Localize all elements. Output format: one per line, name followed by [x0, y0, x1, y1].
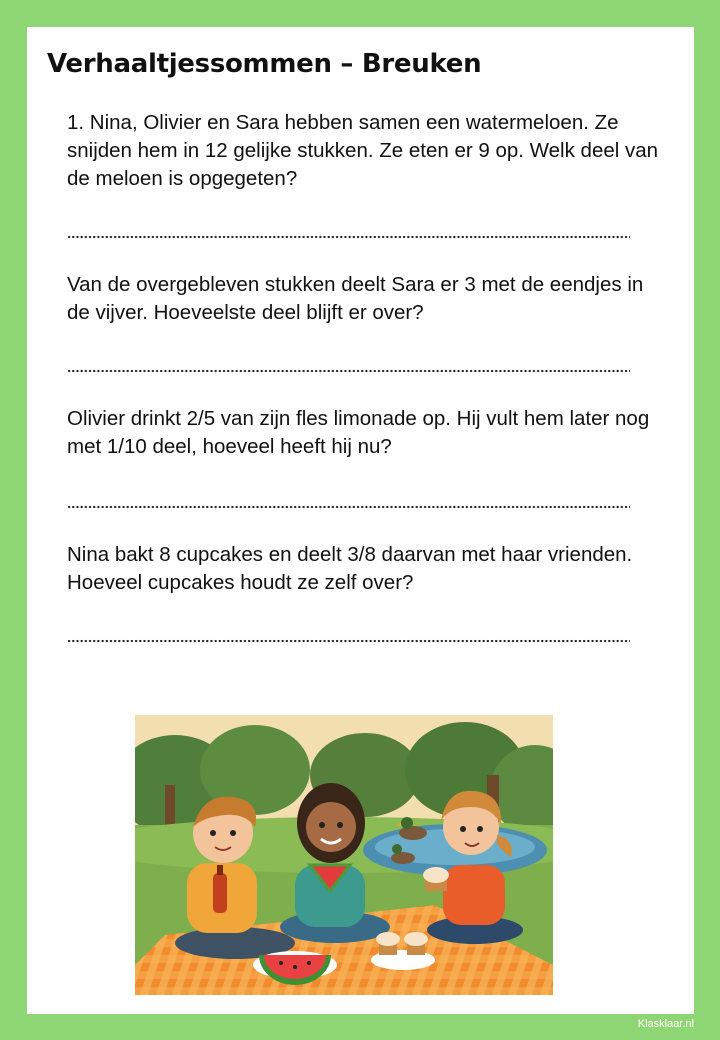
answer-line-3[interactable]: [67, 505, 630, 509]
picnic-illustration-icon: [135, 715, 553, 995]
answer-line-1[interactable]: [67, 235, 630, 239]
answer-line-4[interactable]: [67, 639, 630, 643]
question-2-text: Van de overgebleven stukken deelt Sara er 3 met de eendjes in de vijver. Hoeveelste deel blijft er over?: [67, 273, 644, 324]
worksheet-title: Verhaaltjessommen – Breuken: [47, 49, 482, 79]
footer-credit: Klasklaar.nl: [637, 1018, 694, 1030]
question-4-text: Nina bakt 8 cupcakes en deelt 3/8 daarvan met haar vrienden. Hoeveel cupcakes houdt ze zelf over?: [67, 543, 633, 594]
worksheet-page: [27, 27, 694, 1014]
question-3-text: Olivier drinkt 2/5 van zijn fles limonade op. Hij vult hem later nog met 1/10 deel, hoeveel heeft hij nu?: [67, 407, 650, 458]
question-1-text: 1. Nina, Olivier en Sara hebben samen een watermeloen. Ze snijden hem in 12 gelijke stukken. Ze eten er 9 op. Welk deel van de meloen is opgegeten?: [67, 111, 659, 190]
answer-line-2[interactable]: [67, 369, 630, 373]
